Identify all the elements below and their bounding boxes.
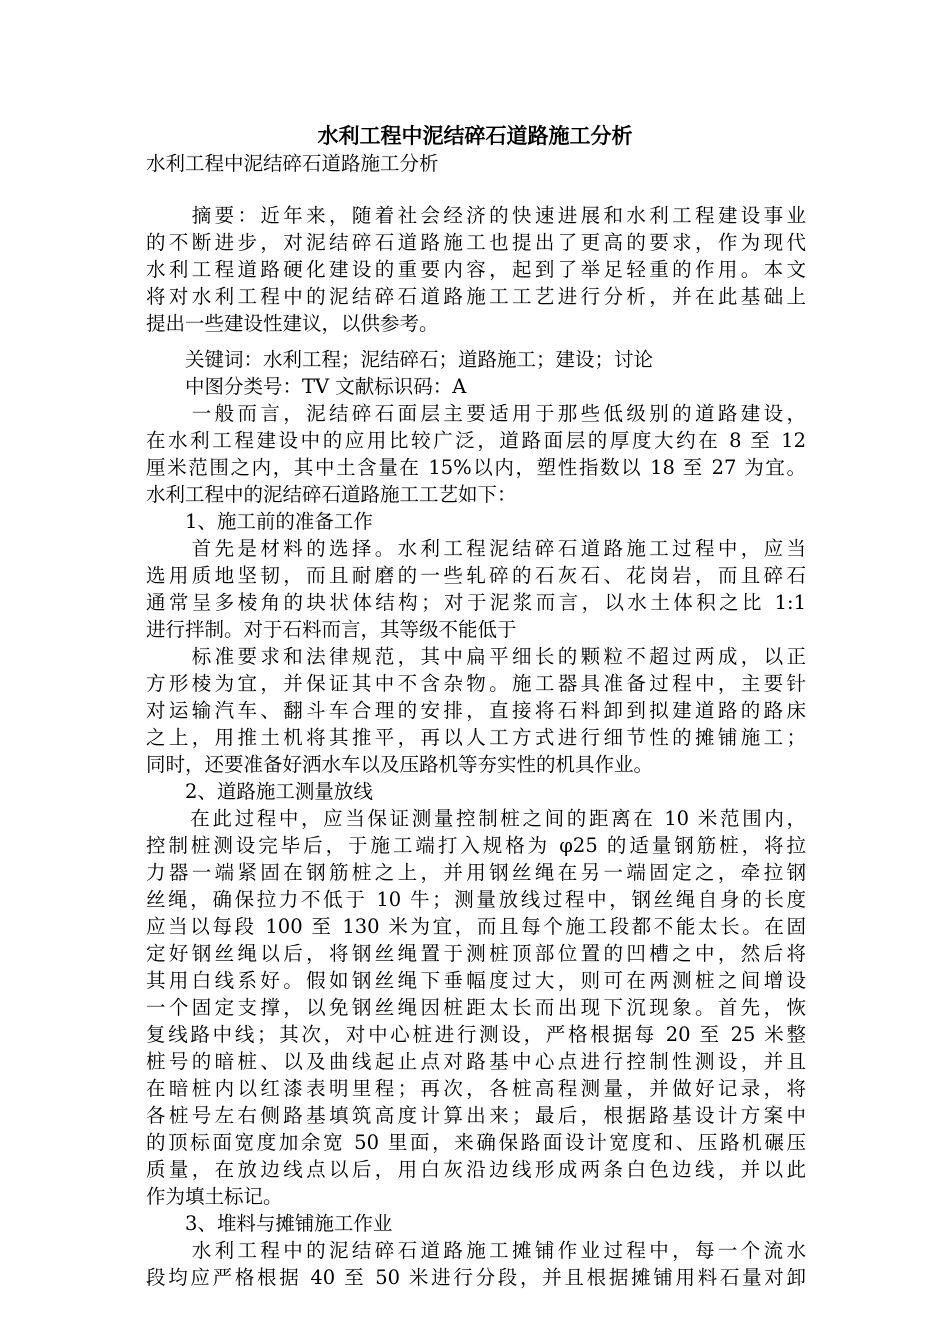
body-line: 通常呈多棱角的块状体结构；对于泥浆而言，以水土体积之比 1:1 [146,591,806,614]
body-line: 进行拌制。对于石料而言，其等级不能低于 [146,618,517,641]
body-line: 桩号的暗桩、以及曲线起止点对路基中心点进行控制性测设，并且 [146,1050,806,1073]
body-line: 控制桩测设完毕后，于施工端打入规格为 φ25 的适量钢筋桩，将拉 [146,834,806,857]
section-heading: 2、道路施工测量放线 [146,780,373,803]
body-line: 首先是材料的选择。水利工程泥结碎石道路施工过程中，应当 [146,537,806,560]
body-line: 同时，还要准备好洒水车以及压路机等夯实性的机具作业。 [146,753,654,776]
abstract-line: 将对水利工程中的泥结碎石道路施工工艺进行分析，并在此基础上 [146,285,806,308]
body-line: 一般而言，泥结碎石面层主要适用于那些低级别的道路建设， [146,402,806,425]
classification-line: 中图分类号：TV 文献标识码：A [146,375,467,398]
body-line: 各桩号左右侧路基填筑高度计算出来；最后，根据路基设计方案中 [146,1104,806,1127]
document-title: 水利工程中泥结碎石道路施工分析 [317,123,633,148]
body-line: 厘米范围之内，其中土含量在 15%以内，塑性指数以 18 至 27 为宜。 [146,456,806,479]
body-line: 丝绳，确保拉力不低于 10 牛；测量放线过程中，钢丝绳自身的长度 [146,888,806,911]
abstract-line: 的不断进步，对泥结碎石道路施工也提出了更高的要求，作为现代 [146,231,806,254]
body-line: 一个固定支撑，以免钢丝绳因桩距太长而出现下沉现象。首先，恢 [146,996,806,1019]
body-line: 在水利工程建设中的应用比较广泛，道路面层的厚度大约在 8 至 12 [146,429,806,452]
body-line: 力器一端紧固在钢筋桩之上，并用钢丝绳在另一端固定之，牵拉钢 [146,861,806,884]
section-heading: 3、堆料与摊铺施工作业 [146,1212,393,1235]
body-line: 作为填土标记。 [146,1185,283,1208]
body-line: 在暗桩内以红漆表明里程；再次，各桩高程测量，并做好记录，将 [146,1077,806,1100]
body-line: 水利工程中的泥结碎石道路施工摊铺作业过程中，每一个流水 [146,1239,806,1262]
body-line: 复线路中线；其次，对中心桩进行测设，严格根据每 20 至 25 米整 [146,1023,806,1046]
body-line: 对运输汽车、翻斗车合理的安排，直接将石料卸到拟建道路的路床 [146,699,806,722]
abstract-line: 提出一些建设性建议，以供参考。 [146,312,439,335]
body-line: 之上，用推土机将其推平，再以人工方式进行细节性的摊铺施工； [146,726,806,749]
body-line: 定好钢丝绳以后，将钢丝绳置于测桩顶部位置的凹槽之中，然后将 [146,942,806,965]
subtitle-line: 水利工程中泥结碎石道路施工分析 [146,152,439,175]
body-line: 水利工程中的泥结碎石道路施工工艺如下： [146,483,517,506]
body-line: 应当以每段 100 至 130 米为宜，而且每个施工段都不能太长。在固 [146,915,806,938]
body-line: 在此过程中，应当保证测量控制桩之间的距离在 10 米范围内， [146,807,806,830]
body-line: 的顶标面宽度加余宽 50 里面，来确保路面设计宽度和、压路机碾压 [146,1131,806,1154]
body-line: 其用白线系好。假如钢丝绳下垂幅度过大，则可在两测桩之间增设 [146,969,806,992]
body-line: 段均应严格根据 40 至 50 米进行分段，并且根据摊铺用料石量对卸 [146,1266,806,1289]
keywords-line: 关键词：水利工程；泥结碎石；道路施工；建设；讨论 [146,348,654,371]
body-line: 方形棱为宜，并保证其中不含杂物。施工器具准备过程中，主要针 [146,672,806,695]
abstract-line: 摘要：近年来，随着社会经济的快速进展和水利工程建设事业 [146,204,806,227]
body-line: 标准要求和法律规范，其中扁平细长的颗粒不超过两成，以正 [146,645,806,668]
section-heading: 1、施工前的准备工作 [146,510,373,533]
body-line: 质量，在放边线点以后，用白灰沿边线形成两条白色边线，并以此 [146,1158,806,1181]
abstract-line: 水利工程道路硬化建设的重要内容，起到了举足轻重的作用。本文 [146,258,806,281]
body-line: 选用质地坚韧，而且耐磨的一些轧碎的石灰石、花岗岩，而且碎石 [146,564,806,587]
